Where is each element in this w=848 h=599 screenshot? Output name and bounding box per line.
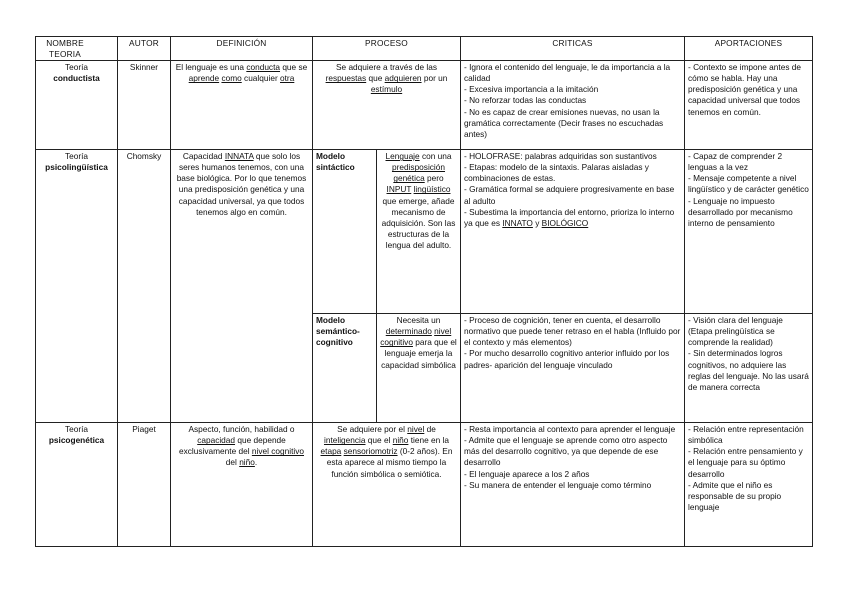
list-item: - Proceso de cognición, tener en cuenta, el desarrollo normativo que puede tener retraso en el habla (Influido por el contexto y más elementos) — [464, 315, 681, 348]
cell-modelo-sintactico: Lenguaje con una predisposición genética pero INPUT lingüístico que emerge, añade mecanismo de adquisición. Son las estructuras de la lengua del adulto. — [377, 150, 461, 314]
cell-aportaciones — [685, 61, 813, 150]
cell-criticas — [461, 314, 685, 423]
list-item: - Admite que el niño es responsable de su propio lenguaje — [688, 479, 782, 512]
list-item: - Excesiva importancia a la imitación — [464, 84, 599, 95]
list-item: - Relación entre pensamiento y el lenguaje para su óptimo desarrollo — [688, 446, 803, 479]
cell-criticas — [461, 61, 685, 150]
list-item: - Por mucho desarrollo cognitivo anterior influido por los padres- aparición del lenguaje vinculado — [464, 348, 670, 370]
cell-autor: Skinner — [118, 61, 171, 150]
list-item: - Capaz de comprender 2 lenguas a la vez — [688, 151, 783, 173]
list-item: - Lenguaje no impuesto desarrollado por mecanismo interno de pensamiento — [688, 195, 793, 228]
list-item: - Contexto se impone antes de cómo se habla. Hay una predisposición genética y una capacidad universal que todos tenemos en común. — [688, 62, 801, 117]
cell-autor: Piaget — [118, 423, 171, 547]
cell-modelo-semantico-label: Modelo semántico-cognitivo — [313, 314, 377, 423]
cell-teoria: Teoría psicolingüística — [36, 150, 118, 423]
header-definicion: DEFINICIÓN — [171, 37, 313, 61]
cell-aportaciones — [685, 423, 813, 547]
theories-table — [35, 36, 813, 547]
list-item: - El lenguaje aparece a los 2 años — [464, 468, 590, 479]
list-item: - Subestima la importancia del entorno, prioriza lo interno ya que es INNATO y BIOLÓGICO — [464, 206, 675, 228]
header-proceso: PROCESO — [313, 37, 461, 61]
cell-aportaciones — [685, 314, 813, 423]
list-item: - Etapas: modelo de la sintaxis. Palaras aisladas y combinaciones de estas. — [464, 162, 649, 184]
table-row-piaget — [36, 423, 813, 547]
list-item: - Ignora el contenido del lenguaje, le da importancia a la calidad — [464, 62, 671, 84]
list-item: - Resta importancia al contexto para aprender el lenguaje — [464, 424, 676, 435]
list-item: - Mensaje competente a nivel lingüístico y de carácter genético — [688, 173, 809, 195]
header-criticas: CRITICAS — [461, 37, 685, 61]
cell-autor: Chomsky — [118, 150, 171, 423]
list-item: - Admite que el lenguaje se aprende como otro aspecto más del desarrollo cognitivo, ya que depende de ese desarrollo — [464, 435, 668, 468]
list-item: - HOLOFRASE: palabras adquiridas son sustantivos — [464, 151, 657, 162]
table-row-skinner — [36, 61, 813, 150]
cell-modelo-sintactico-label: Modelo sintáctico — [313, 150, 377, 314]
table-row-chomsky — [36, 150, 813, 314]
list-item: - Visión clara del lenguaje (Etapa prelingüística se comprende la realidad) — [688, 315, 783, 348]
cell-teoria: Teoría psicogenética — [36, 423, 118, 547]
list-item: - Sin determinados logros cognitivos, no adquiere las reglas del lenguaje. No las usará de manera correcta — [688, 348, 809, 392]
cell-definicion: Capacidad INNATA que solo los seres humanos tenemos, con una base biológica. Por lo que tenemos una predisposición genética y una capacidad universal, ya que todos tenemos algo en común. — [171, 150, 313, 423]
cell-modelo-semantico: Necesita un determinado nivel cognitivo para que el lenguaje emerja la capacidad simbólica — [377, 314, 461, 423]
cell-proceso: Se adquiere por el nivel de inteligencia que el niño tiene en la etapa sensoriomotriz (0-2 años). En esta aparece al mismo tiempo la función simbólica o semiótica. — [313, 423, 461, 547]
header-aportaciones: APORTACIONES — [685, 37, 813, 61]
list-item: - Gramática formal se adquiere progresivamente en base al adulto — [464, 184, 675, 206]
cell-criticas — [461, 150, 685, 314]
cell-teoria: Teoría conductista — [36, 61, 118, 150]
cell-definicion: Aspecto, función, habilidad o capacidad que depende exclusivamente del nivel cognitivo del niño. — [171, 423, 313, 547]
list-item: - No es capaz de crear emisiones nuevas, no usan la gramática correctamente (Decir frases no escuchadas antes) — [464, 106, 664, 139]
list-item: - Su manera de entender el lenguaje como término — [464, 479, 652, 490]
cell-criticas — [461, 423, 685, 547]
cell-definicion: El lenguaje es una conducta que se aprende como cualquier otra — [171, 61, 313, 150]
header-teoria: NOMBRE TEORIA — [36, 37, 118, 61]
list-item: - Relación entre representación simbólica — [688, 424, 804, 446]
header-row — [36, 37, 813, 61]
cell-aportaciones — [685, 150, 813, 314]
header-autor: AUTOR — [118, 37, 171, 61]
list-item: - No reforzar todas las conductas — [464, 95, 587, 106]
cell-proceso: Se adquiere a través de las respuestas que adquieren por un estímulo — [313, 61, 461, 150]
